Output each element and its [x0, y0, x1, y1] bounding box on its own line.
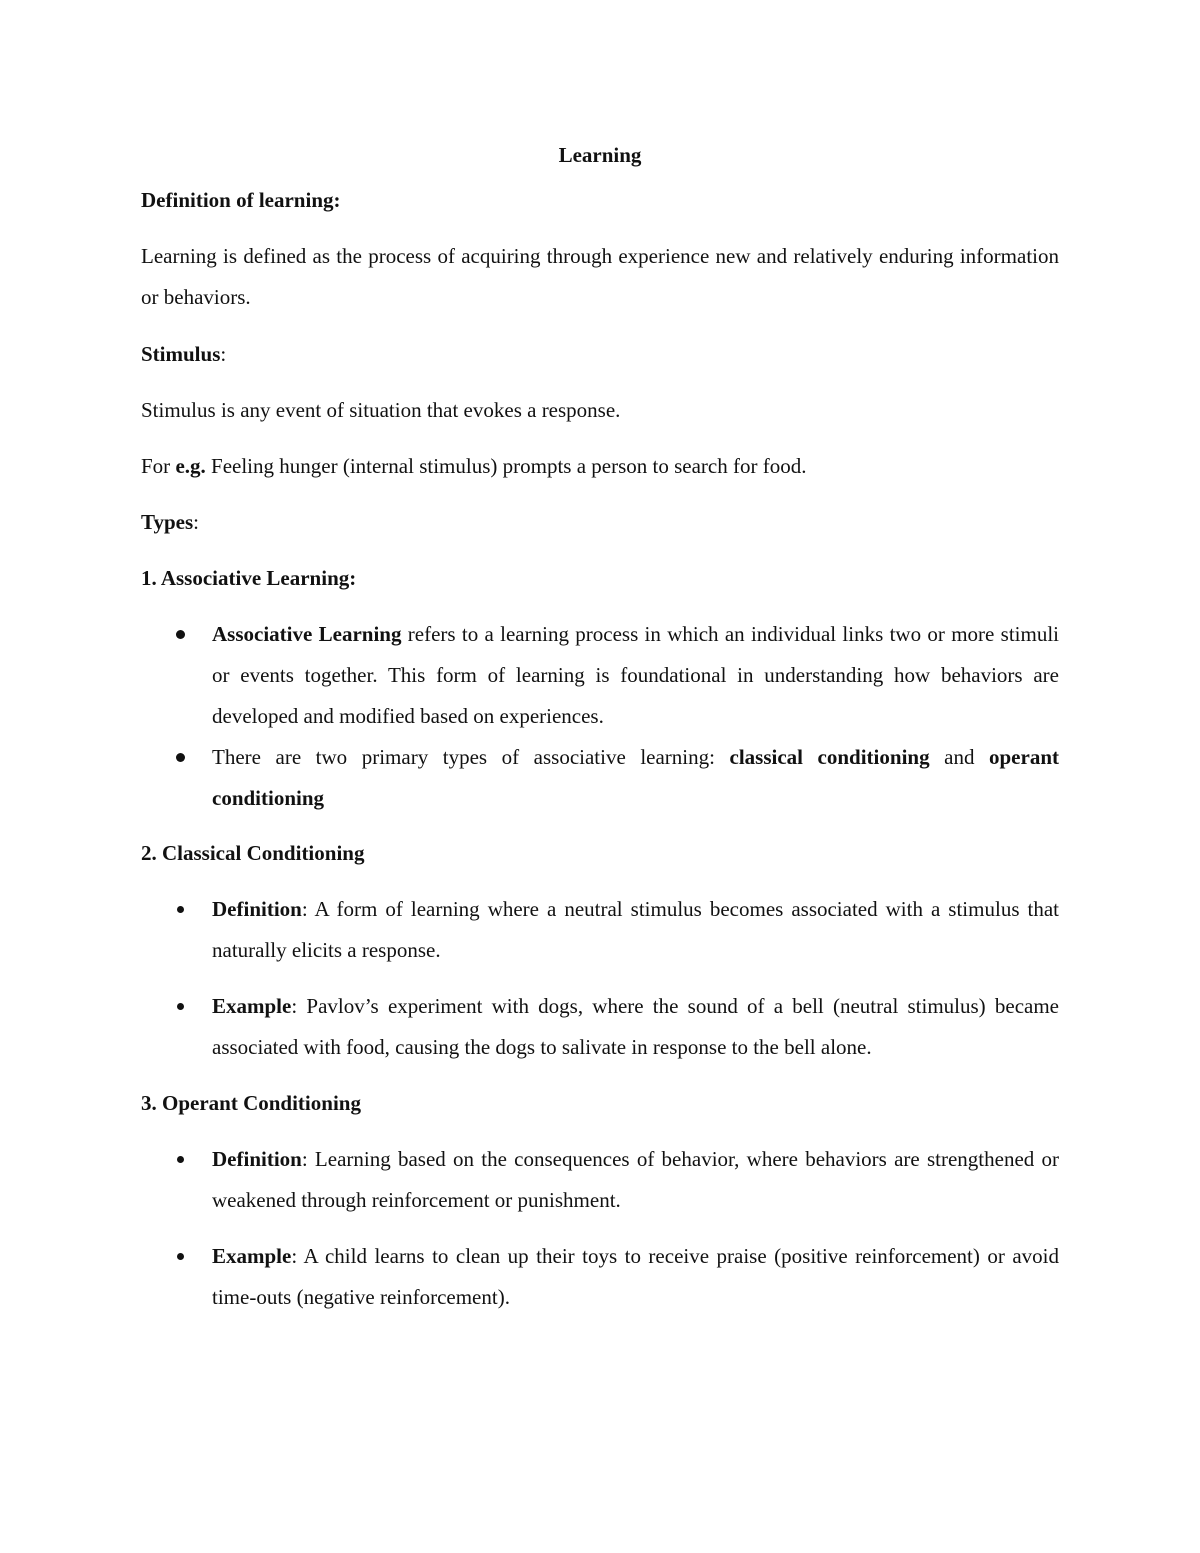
list-item: [141, 986, 1059, 1068]
classical-heading-text: 2. Classical Conditioning: [141, 841, 365, 865]
list-item: [141, 889, 1059, 971]
stimulus-heading-label: Stimulus: [141, 342, 221, 366]
bullet-icon: [177, 1156, 184, 1163]
associative-list: [141, 614, 1059, 819]
associative-bullet2-bold1: classical conditioning: [729, 745, 930, 769]
operant-def-text: : Learning based on the consequences of behavior, where behaviors are strengthened or weakened through reinforcement or punishment.: [212, 1147, 1059, 1212]
operant-heading-text: 3. Operant Conditioning: [141, 1091, 361, 1115]
document-page: [141, 0, 1059, 1553]
list-item: [141, 1139, 1059, 1221]
stimulus-heading-colon: :: [220, 342, 227, 366]
classical-heading: [141, 833, 1059, 874]
associative-heading-text: 1. Associative Learning:: [141, 566, 357, 590]
stimulus-heading: [141, 334, 1059, 375]
bullet-icon: [176, 630, 185, 639]
operant-definition: [141, 1139, 1059, 1221]
list-item: [141, 614, 1059, 737]
classical-definition: [141, 889, 1059, 971]
associative-bullet1-text: refers to a learning process in which an individual links two or more stimuli or events together. This form of learning is foundational in understanding how behaviors are developed and modified based on experiences.: [212, 622, 1059, 728]
stimulus-example-prefix: For: [141, 454, 176, 478]
associative-bullet2-start: There are two primary types of associative learning:: [212, 745, 730, 769]
associative-bullet1-bold: Associative Learning: [212, 622, 402, 646]
document-title: Learning: [558, 143, 642, 167]
operant-ex-text: : A child learns to clean up their toys to receive praise (positive reinforcement) or avoid time-outs (negative reinforcement).: [212, 1244, 1059, 1309]
definition-text: Learning is defined as the process of acquiring through experience new and relatively enduring information or behaviors.: [141, 244, 1059, 309]
definition-heading-text: Definition of learning:: [141, 188, 341, 212]
bullet-icon: [176, 753, 185, 762]
stimulus-text: Stimulus is any event of situation that evokes a response.: [141, 398, 621, 422]
bullet-icon: [177, 1253, 184, 1260]
operant-ex-label: Example: [212, 1244, 292, 1268]
classical-ex-label: Example: [212, 994, 292, 1018]
associative-heading: [141, 558, 1059, 599]
types-heading-colon: :: [193, 510, 199, 534]
stimulus-example-text: Feeling hunger (internal stimulus) prompts a person to search for food.: [205, 454, 807, 478]
stimulus-example: [141, 446, 1059, 487]
operant-example: [141, 1236, 1059, 1318]
stimulus-example-abbrev: e.g.: [175, 454, 206, 478]
associative-bullet2-mid: and: [929, 745, 989, 769]
associative-bullet2-bold2: operant conditioning: [212, 745, 1059, 810]
list-item: [141, 1236, 1059, 1318]
classical-def-text: : A form of learning where a neutral stimulus becomes associated with a stimulus that naturally elicits a response.: [212, 897, 1059, 962]
definition-heading: [141, 180, 1059, 221]
bullet-icon: [177, 906, 184, 913]
types-heading: [141, 502, 1059, 543]
operant-heading: [141, 1083, 1059, 1124]
bullet-icon: [177, 1003, 184, 1010]
operant-def-label: Definition: [212, 1147, 302, 1171]
list-item: [141, 737, 1059, 819]
types-heading-label: Types: [141, 510, 194, 534]
classical-def-label: Definition: [212, 897, 302, 921]
classical-example: [141, 986, 1059, 1068]
classical-ex-text: : Pavlov’s experiment with dogs, where the sound of a bell (neutral stimulus) became associated with food, causing the dogs to salivate in response to the bell alone.: [212, 994, 1059, 1059]
